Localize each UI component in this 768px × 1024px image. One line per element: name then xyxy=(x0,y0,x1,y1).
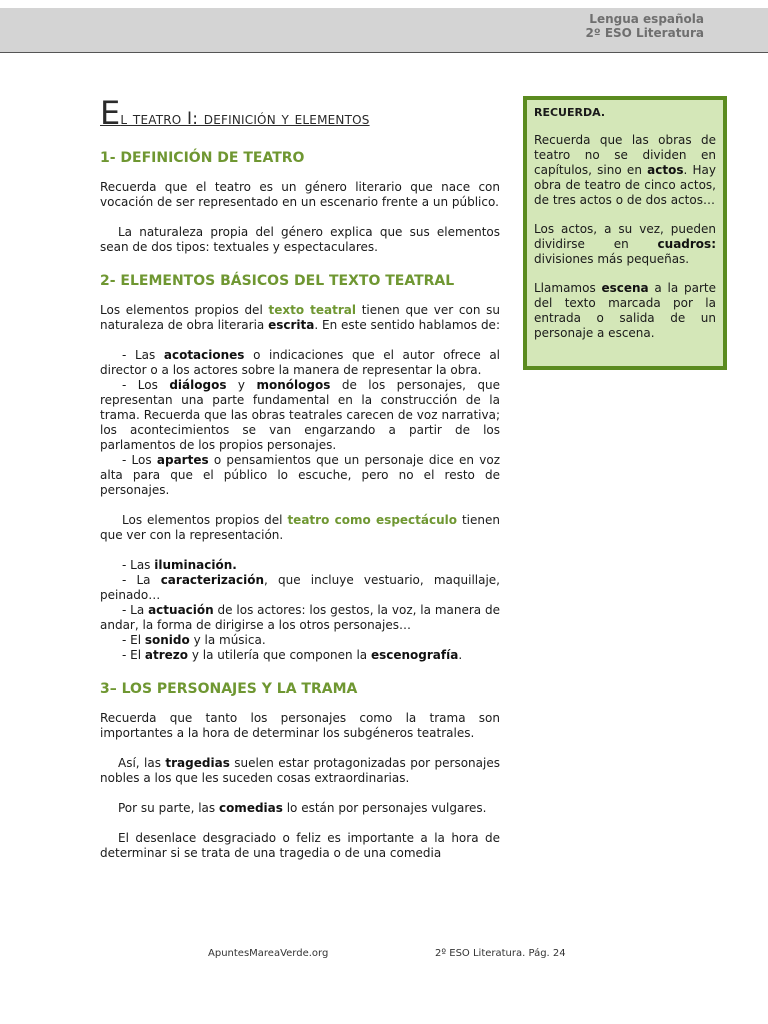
reminder-paragraph-2: Los actos, a su vez, pueden dividirse en cuadros: divisiones más pequeñas. xyxy=(534,222,716,266)
main-content xyxy=(100,94,500,876)
section-3-paragraph-4: El desenlace desgraciado o feliz es importante a la hora de determinar si se trata de una tragedia o de una comedia xyxy=(100,831,500,860)
title-text: l teatro I: definición y elementos xyxy=(120,109,370,129)
list-item-dialogos: - Los diálogos y monólogos de los personajes, que representan una parte fundamental en la construcción de la trama. Recuerda que las obras teatrales carecen de voz narrativa; los acontecimientos se van engarzando a partir de los parlamentos de los propios personajes. xyxy=(100,378,501,452)
reminder-heading: RECUERDA. xyxy=(534,106,606,119)
list-item-sonido: - El sonido y la música. xyxy=(122,633,266,647)
section-1-heading: 1- DEFINICIÓN DE TEATRO xyxy=(100,150,305,166)
section-2-paragraph-1: Los elementos propios del texto teatral tienen que ver con su naturaleza de obra literaria escrita. En este sentido hablamos de: xyxy=(100,303,500,332)
reminder-paragraph-1: Recuerda que las obras de teatro no se dividen en capítulos, sino en actos. Hay obra de teatro de cinco actos, de tres actos o de dos actos… xyxy=(534,133,716,207)
title-drop-cap: E xyxy=(100,94,121,132)
list-item-iluminacion: - Las iluminación. xyxy=(122,558,237,572)
page-title xyxy=(100,94,500,132)
section-1-paragraph-1: Recuerda que el teatro es un género literario que nace con vocación de ser representado en un escenario frente a un público. xyxy=(100,180,500,209)
header-course: 2º ESO Literatura xyxy=(585,26,704,40)
footer-website: ApuntesMareaVerde.org xyxy=(208,948,329,959)
footer-page-number: 2º ESO Literatura. Pág. 24 xyxy=(435,948,566,959)
section-3-heading: 3– LOS PERSONAJES Y LA TRAMA xyxy=(100,681,358,697)
section-1-paragraph-2: La naturaleza propia del género explica que sus elementos sean de dos tipos: textuales y espectaculares. xyxy=(100,225,500,254)
reminder-paragraph-3: Llamamos escena a la parte del texto marcada por la entrada o salida de un personaje a escena. xyxy=(534,281,716,340)
list-item-actuacion: - La actuación de los actores: los gestos, la voz, la manera de andar, la forma de dirigirse a los otros personajes… xyxy=(100,603,500,632)
page-header xyxy=(0,8,768,53)
header-text xyxy=(586,12,704,40)
list-item-caracterizacion: - La caracterización, que incluye vestuario, maquillaje, peinado… xyxy=(100,573,501,602)
header-subject: Lengua española xyxy=(589,12,704,26)
section-2-heading: 2- ELEMENTOS BÁSICOS DEL TEXTO TEATRAL xyxy=(100,273,455,289)
section-3-paragraph-2: Así, las tragedias suelen estar protagonizadas por personajes nobles a los que les suceden cosas extraordinarias. xyxy=(100,756,500,785)
section-2-paragraph-2: Los elementos propios del teatro como espectáculo tienen que ver con la representación. xyxy=(100,513,500,542)
reminder-box xyxy=(523,96,727,370)
section-3-paragraph-1: Recuerda que tanto los personajes como la trama son importantes a la hora de determinar los subgéneros teatrales. xyxy=(100,711,500,740)
list-item-apartes: - Los apartes o pensamientos que un personaje dice en voz alta para que el público lo escuche, pero no el resto de personajes. xyxy=(100,453,501,497)
list-item-acotaciones: - Las acotaciones o indicaciones que el autor ofrece al director o a los actores sobre la manera de representar la obra. xyxy=(100,348,501,377)
section-3-paragraph-3: Por su parte, las comedias lo están por personajes vulgares. xyxy=(118,801,487,815)
list-item-atrezo: - El atrezo y la utilería que componen la escenografía. xyxy=(122,648,463,662)
